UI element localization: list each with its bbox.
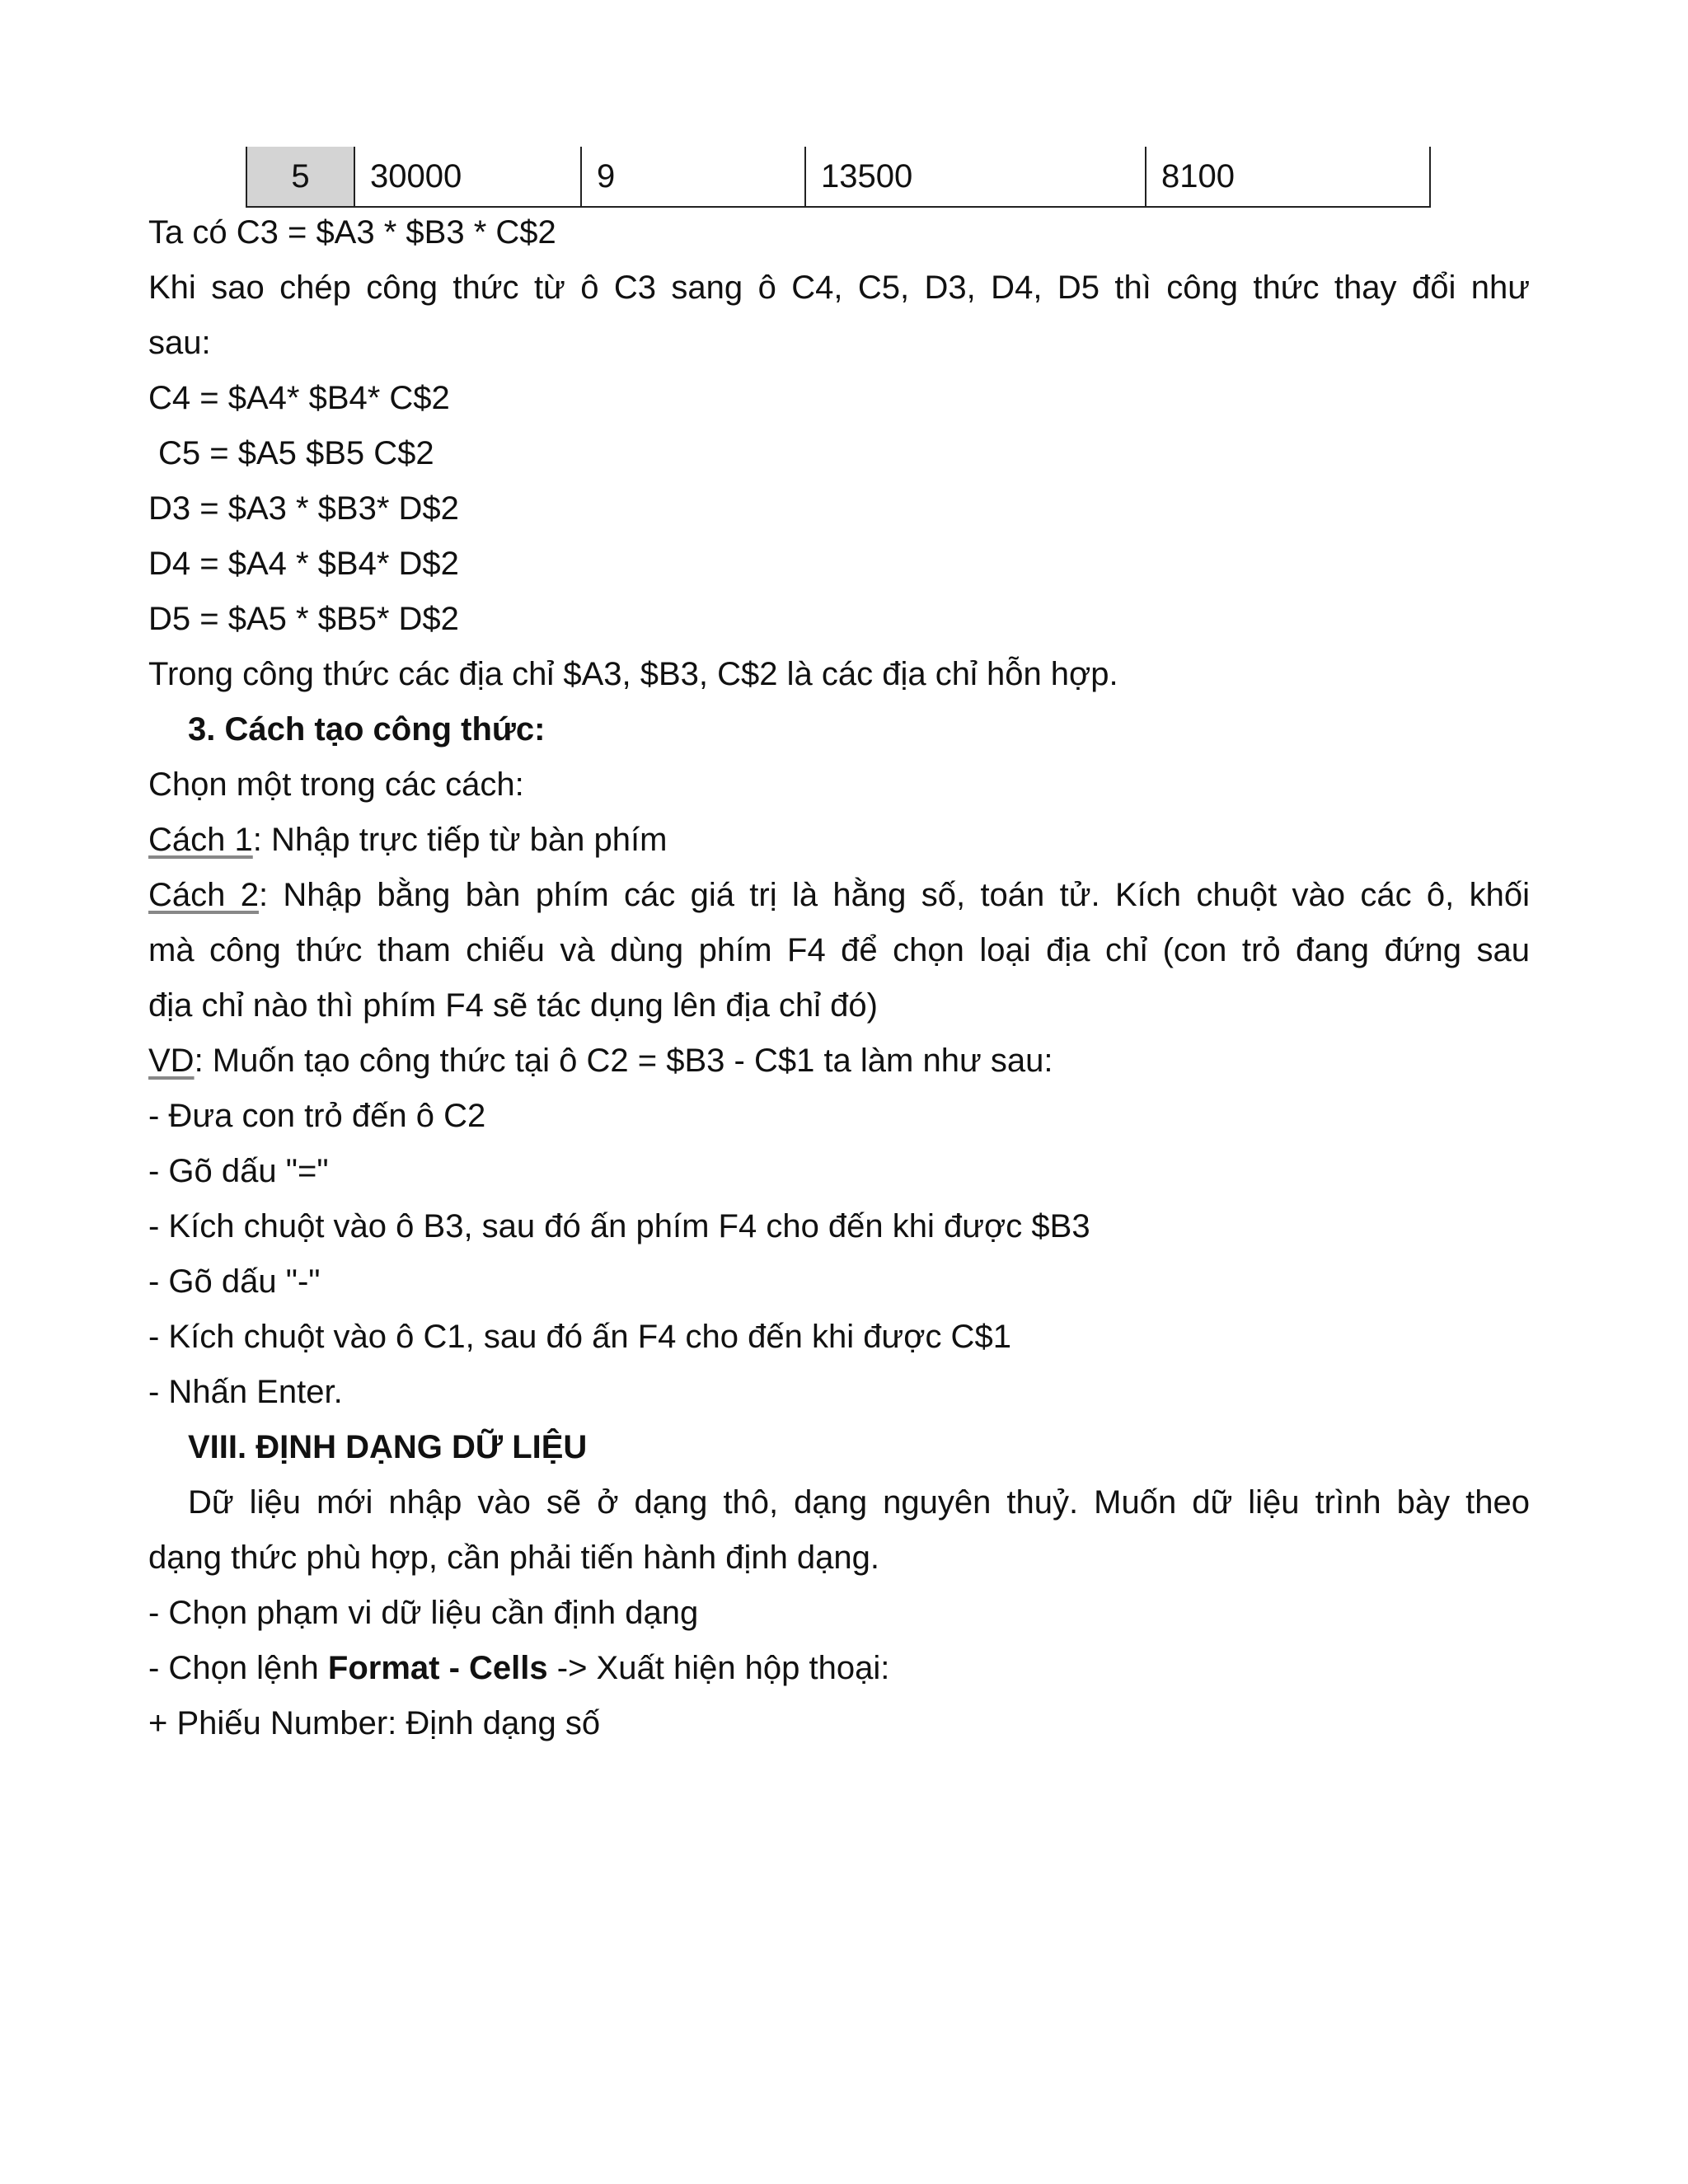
text-line: Trong công thức các địa chỉ $A3, $B3, C$2 là các địa chỉ hỗn hợp. xyxy=(148,656,1118,692)
bullet-text: - Chọn lệnh xyxy=(148,1650,328,1686)
paragraph-line: Dữ liệu mới nhập vào sẽ ở dạng thô, dạng nguyên thuỷ. Muốn dữ liệu trình bày theo xyxy=(188,1484,1530,1521)
bullet-item: - Chọn phạm vi dữ liệu cần định dạng xyxy=(148,1595,699,1631)
text-line: Khi sao chép công thức từ ô C3 sang ô C4, C5, D3, D4, D5 thì công thức thay đổi như xyxy=(148,269,1530,306)
example-text: : Muốn tạo công thức tại ô C2 = $B3 - C$1 ta làm như sau: xyxy=(194,1043,1053,1079)
method-1-line xyxy=(148,819,667,860)
method-1-text: : Nhập trực tiếp từ bàn phím xyxy=(252,822,668,858)
step-item: - Kích chuột vào ô C1, sau đó ấn F4 cho đến khi được C$1 xyxy=(148,1319,1011,1355)
step-item: - Gõ dấu "-" xyxy=(148,1263,321,1300)
text-line: Chọn một trong các cách: xyxy=(148,766,524,803)
section-heading: 3. Cách tạo công thức: xyxy=(188,711,546,748)
step-item: - Nhấn Enter. xyxy=(148,1374,343,1410)
table-row xyxy=(246,147,1431,208)
formula-line: D4 = $A4 * $B4* D$2 xyxy=(148,546,459,582)
step-item: - Gõ dấu "=" xyxy=(148,1153,329,1189)
table-cell: 13500 xyxy=(806,147,1146,206)
method-1-label: Cách 1 xyxy=(148,822,253,858)
formula-line: C5 = $A5 $B5 C$2 xyxy=(158,435,434,471)
bullet-item: + Phiếu Number: Định dạng số xyxy=(148,1705,601,1741)
method-2-label: Cách 2 xyxy=(148,877,259,913)
section-heading: VIII. ĐỊNH DẠNG DỮ LIỆU xyxy=(188,1429,588,1465)
method-2-text: : Nhập bằng bàn phím các giá trị là hằng số, toán tử. Kích chuột vào các ô, khối xyxy=(258,877,1530,913)
command-name: Format - Cells xyxy=(327,1650,548,1686)
example-label: VD xyxy=(148,1043,195,1079)
table-cell-row-number: 5 xyxy=(246,147,355,206)
text-line: Ta có C3 = $A3 * $B3 * C$2 xyxy=(148,214,556,251)
paragraph-line: dạng thức phù hợp, cần phải tiến hành định dạng. xyxy=(148,1540,880,1576)
text-line: mà công thức tham chiếu và dùng phím F4 để chọn loại địa chỉ (con trỏ đang đứng sau xyxy=(148,932,1530,968)
text-line: địa chỉ nào thì phím F4 sẽ tác dụng lên địa chỉ đó) xyxy=(148,987,878,1024)
bullet-text: -> Xuất hiện hộp thoại: xyxy=(547,1650,890,1686)
table-cell: 30000 xyxy=(355,147,582,206)
step-item: - Đưa con trỏ đến ô C2 xyxy=(148,1098,486,1134)
formula-line: D3 = $A3 * $B3* D$2 xyxy=(148,490,459,527)
method-2-line xyxy=(148,874,1530,916)
bullet-item xyxy=(148,1647,889,1689)
table-cell: 8100 xyxy=(1146,147,1431,206)
formula-line: C4 = $A4* $B4* C$2 xyxy=(148,380,450,416)
text-line: sau: xyxy=(148,325,211,361)
formula-line: D5 = $A5 * $B5* D$2 xyxy=(148,601,459,637)
table-cell: 9 xyxy=(582,147,806,206)
step-item: - Kích chuột vào ô B3, sau đó ấn phím F4 cho đến khi được $B3 xyxy=(148,1208,1090,1244)
example-line xyxy=(148,1040,1053,1081)
